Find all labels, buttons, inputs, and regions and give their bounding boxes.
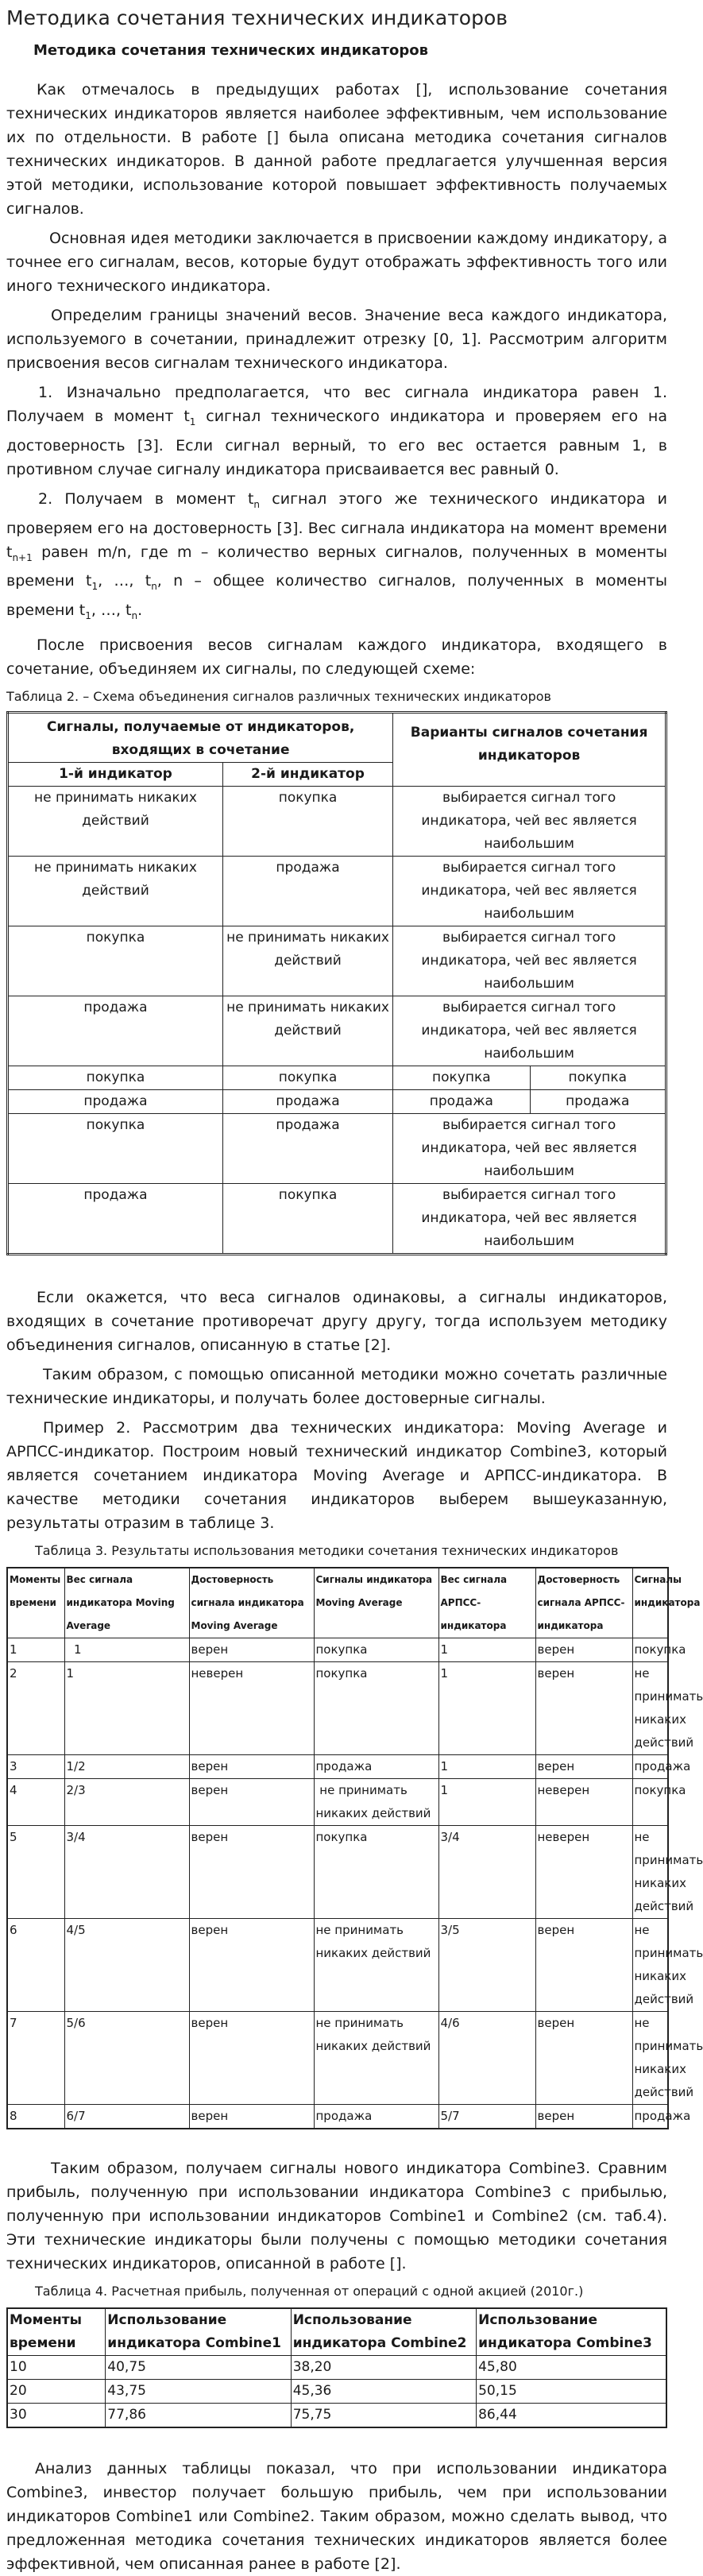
table-cell: 30 (7, 2403, 106, 2427)
table-cell: покупка (222, 1066, 392, 1089)
table-cell: продажа (632, 2104, 668, 2129)
paragraph-step-1: 1. Изначально предполагается, что вес сигнала индикатора равен 1. Получаем в момент $t_1$ сигнал технического индикатора и проверяем его на достоверность [3]. Если сигнал верный, то его вес остается равным 1, в противном случае сигналу индикатора присваивается вес равный 0. (6, 384, 667, 478)
table-cell: верен (189, 1825, 314, 1918)
table-cell: 1 (438, 1778, 535, 1825)
document (6, 0, 703, 2576)
table-cell: 50,15 (477, 2379, 666, 2403)
table-cell: 3/5 (438, 1918, 535, 2011)
table3-results (6, 1567, 703, 2129)
table-row (8, 1183, 666, 1254)
table4-profit (6, 2307, 667, 2428)
table-cell: 1 (7, 1638, 64, 1661)
table-cell: выбирается сигнал того индикатора, чей вес является наибольшим (393, 856, 666, 926)
table-cell: 3/4 (438, 1825, 535, 1918)
paragraph-equal-weights: Если окажется, что веса сигналов одинаковы, а сигналы индикаторов, входящих в сочетание противоречат другу другу, тогда используем методику объединения сигналов, описанную в статье [2]. (6, 1288, 667, 1354)
table-row (7, 2104, 668, 2129)
table-row (7, 1778, 668, 1825)
table-cell: 77,86 (106, 2403, 291, 2427)
table4-caption: Таблица 4. Расчетная прибыль, полученная от операций с одной акцией (2010г.) (35, 2283, 584, 2299)
table-cell: выбирается сигнал того индикатора, чей вес является наибольшим (393, 1183, 666, 1254)
page-title: Методика сочетания технических индикаторов (6, 6, 508, 29)
table-cell: неверен (189, 1661, 314, 1754)
table-cell: 38,20 (291, 2355, 476, 2379)
table-cell: верен (189, 1918, 314, 2011)
paragraph-comparison: Таким образом, получаем сигналы нового индикатора Combine3. Сравним прибыль, полученную при использовании индикатора Combine3 с прибылью, полученную при использовании индикаторов Combine1 и Combine2 (см. таб.4). Эти технические индикаторы были получены с помощью методики сочетания технических индикаторов, описанной в работе []. (6, 2159, 667, 2272)
table-cell: верен (189, 1638, 314, 1661)
table-cell: 6 (7, 1918, 64, 2011)
table-cell: 45,80 (477, 2355, 666, 2379)
table2-header-signals: Сигналы, получаемые от индикаторов, входящих в сочетание (8, 712, 393, 762)
table-cell: верен (535, 1638, 632, 1661)
table-cell: 40,75 (106, 2355, 291, 2379)
table-row (8, 926, 666, 996)
table-cell: продажа (8, 996, 223, 1066)
table-cell: верен (535, 1754, 632, 1778)
table-cell: 5/7 (438, 2104, 535, 2129)
paragraph-final-conclusion: Анализ данных таблицы показал, что при использовании индикатора Combine3, инвестор получает большую прибыль, чем при использовании индикаторов Combine1 или Combine2. Таким образом, можно сделать вывод, что предложенная методика сочетания технических индикаторов является более эффективной, чем описанная ранее в работе [2]. (6, 2459, 667, 2573)
table-cell: 5/6 (64, 2011, 189, 2104)
table-cell: не принимать никаких действий (222, 996, 392, 1066)
table-row (7, 2379, 666, 2403)
table-cell: 2 (7, 1661, 64, 1754)
table-cell: покупка (530, 1066, 666, 1089)
table-cell: не принимать никаких действий (632, 1661, 668, 1754)
table-cell: продажа (8, 1183, 223, 1254)
paragraph-weight-bounds: Определим границы значений весов. Значение веса каждого индикатора, используемого в сочетании, принадлежит отрезку [0, 1]. Рассмотрим алгоритм присвоения весов сигналам технического индикатора. (6, 307, 667, 372)
table-row (7, 2355, 666, 2379)
paragraph-conclusion-method: Таким образом, с помощью описанной методики можно сочетать различные технические индикаторы, и получать более достоверные сигналы. (6, 1365, 667, 1407)
table-cell: 20 (7, 2379, 106, 2403)
table-cell: покупка (314, 1825, 438, 1918)
table-cell: 4/5 (64, 1918, 189, 2011)
paragraph-combine-scheme: После присвоения весов сигналам каждого индикатора, входящего в сочетание, объединяем их сигналы, по следующей схеме: (6, 636, 667, 678)
table-cell: 3 (7, 1754, 64, 1778)
table-cell: верен (189, 2104, 314, 2129)
table-row (7, 1825, 668, 1918)
table-cell: верен (535, 1918, 632, 2011)
table-cell: продажа (530, 1089, 666, 1113)
table4-header: Использование индикатора Combine2 (291, 2308, 476, 2356)
table-cell: покупка (8, 926, 223, 996)
table-cell: продажа (393, 1089, 530, 1113)
paragraph-intro: Как отмечалось в предыдущих работах [], использование сочетания технических индикаторов является наиболее эффективным, чем использование их по отдельности. В работе [] была описана методика сочетания сигналов технических индикаторов. В данной работе предлагается улучшенная версия этой методики, использование которой повышает эффективность получаемых сигналов. (6, 81, 667, 218)
table-cell: продажа (222, 1113, 392, 1183)
table-cell: 8 (7, 2104, 64, 2129)
table-cell: 4/6 (438, 2011, 535, 2104)
table-cell: не принимать никаких действий (632, 1918, 668, 2011)
table-row (8, 1089, 666, 1113)
table3-header: Вес сигнала АРПСС-индикатора (438, 1568, 535, 1638)
table3-header: Достоверность сигнала индикатора Moving Average (189, 1568, 314, 1638)
table4-header: Использование индикатора Combine1 (106, 2308, 291, 2356)
table-row (7, 1661, 668, 1754)
table-cell: 2/3 (64, 1778, 189, 1825)
table-cell: продажа (632, 1754, 668, 1778)
table-cell: не принимать никаких действий (314, 1918, 438, 2011)
table-cell: покупка (393, 1066, 530, 1089)
table4-header: Использование индикатора Combine3 (477, 2308, 666, 2356)
paragraph-main-idea: Основная идея методики заключается в присвоении каждому индикатору, а точнее его сигналам, весов, которые будут отображать эффективность того или иного технического индикатора. (6, 230, 667, 295)
table3-header: Сигналы индикатора Moving Average (314, 1568, 438, 1638)
table-cell: выбирается сигнал того индикатора, чей вес является наибольшим (393, 1113, 666, 1183)
table-row (8, 786, 666, 856)
table-row (7, 2011, 668, 2104)
table-cell: покупка (8, 1066, 223, 1089)
table-cell: покупка (314, 1661, 438, 1754)
table2-combination-scheme (6, 711, 667, 1255)
table3-header: Моменты времени (7, 1568, 64, 1638)
table-cell: не принимать никаких действий (8, 856, 223, 926)
table-row (7, 1638, 668, 1661)
table-cell: верен (189, 2011, 314, 2104)
table-cell: верен (535, 1661, 632, 1754)
section-subtitle: Методика сочетания технических индикаторов (33, 42, 428, 59)
table-cell: 1/2 (64, 1754, 189, 1778)
table-row (8, 996, 666, 1066)
table-cell: верен (189, 1778, 314, 1825)
table-row (8, 856, 666, 926)
table-cell: 6/7 (64, 2104, 189, 2129)
table-cell: 43,75 (106, 2379, 291, 2403)
table-cell: 1 (438, 1754, 535, 1778)
table-cell: верен (535, 2011, 632, 2104)
table-cell: не принимать никаких действий (314, 2011, 438, 2104)
table-cell: выбирается сигнал того индикатора, чей вес является наибольшим (393, 786, 666, 856)
table-row (7, 1918, 668, 2011)
table-cell: выбирается сигнал того индикатора, чей вес является наибольшим (393, 926, 666, 996)
table3-header: Сигналы индикатора (632, 1568, 668, 1638)
table-row (8, 1113, 666, 1183)
table-cell: неверен (535, 1778, 632, 1825)
table-row (8, 1066, 666, 1089)
table-cell: 3/4 (64, 1825, 189, 1918)
table-cell: не принимать никаких действий (222, 926, 392, 996)
table-cell: 4 (7, 1778, 64, 1825)
table-cell: выбирается сигнал того индикатора, чей вес является наибольшим (393, 996, 666, 1066)
table-cell: не принимать никаких действий (8, 786, 223, 856)
table-cell: продажа (222, 856, 392, 926)
table-cell: покупка (632, 1638, 668, 1661)
table-cell: 5 (7, 1825, 64, 1918)
table-cell: покупка (222, 786, 392, 856)
table-cell: покупка (632, 1778, 668, 1825)
paragraph-example-2: Пример 2. Рассмотрим два технических индикатора: Moving Average и АРПСС-индикатор. Построим новый технический индикатор Combine3, который является сочетанием индикатора Moving Average и АРПСС-индикатора. В качестве методики сочетания индикаторов выберем вышеуказанную, результаты отразим в таблице 3. (6, 1418, 667, 1532)
table-row (7, 2403, 666, 2427)
table2-header-indicator-1: 1-й индикатор (8, 762, 223, 786)
table-cell: не принимать никаких действий (632, 2011, 668, 2104)
table2-header-variants: Варианты сигналов сочетания индикаторов (393, 712, 666, 786)
table-cell: покупка (8, 1113, 223, 1183)
table-cell: 45,36 (291, 2379, 476, 2403)
table2-header-indicator-2: 2-й индикатор (222, 762, 392, 786)
table-cell: 1 (64, 1661, 189, 1754)
table-cell: верен (535, 2104, 632, 2129)
table-cell: продажа (314, 1754, 438, 1778)
table-cell: 10 (7, 2355, 106, 2379)
table-cell: 7 (7, 2011, 64, 2104)
table-cell: 86,44 (477, 2403, 666, 2427)
table-cell: покупка (222, 1183, 392, 1254)
table3-caption: Таблица 3. Результаты использования методики сочетания технических индикаторов (35, 1542, 619, 1558)
table-cell: продажа (222, 1089, 392, 1113)
table2-caption: Таблица 2. – Схема объединения сигналов различных технических индикаторов (6, 688, 551, 704)
table-cell: покупка (314, 1638, 438, 1661)
table-cell: 1 (438, 1661, 535, 1754)
table-cell: не принимать никаких действий (314, 1778, 438, 1825)
table-cell: не принимать никаких действий (632, 1825, 668, 1918)
table3-header: Достоверность сигнала АРПСС-индикатора (535, 1568, 632, 1638)
table4-header: Моменты времени (7, 2308, 106, 2356)
table3-header: Вес сигнала индикатора Moving Average (64, 1568, 189, 1638)
table-cell: 75,75 (291, 2403, 476, 2427)
table-cell: 1 (64, 1638, 189, 1661)
table-cell: продажа (314, 2104, 438, 2129)
table-cell: 1 (438, 1638, 535, 1661)
table-cell: продажа (8, 1089, 223, 1113)
table-cell: неверен (535, 1825, 632, 1918)
table-row (7, 1754, 668, 1778)
paragraph-step-2: 2. Получаем в момент $t_n$ сигнал этого же технического индикатора и проверяем его на достоверность [3]. Вес сигнала индикатора на момент времени $t_{n+1}$ равен m/n, где m – количество верных сигналов, полученных в моменты времени $t_1$, …, $t_n$, n – общее количество сигналов, полученных в моменты времени $t_1$, …, $t_n$. (6, 489, 667, 621)
table-cell: верен (189, 1754, 314, 1778)
